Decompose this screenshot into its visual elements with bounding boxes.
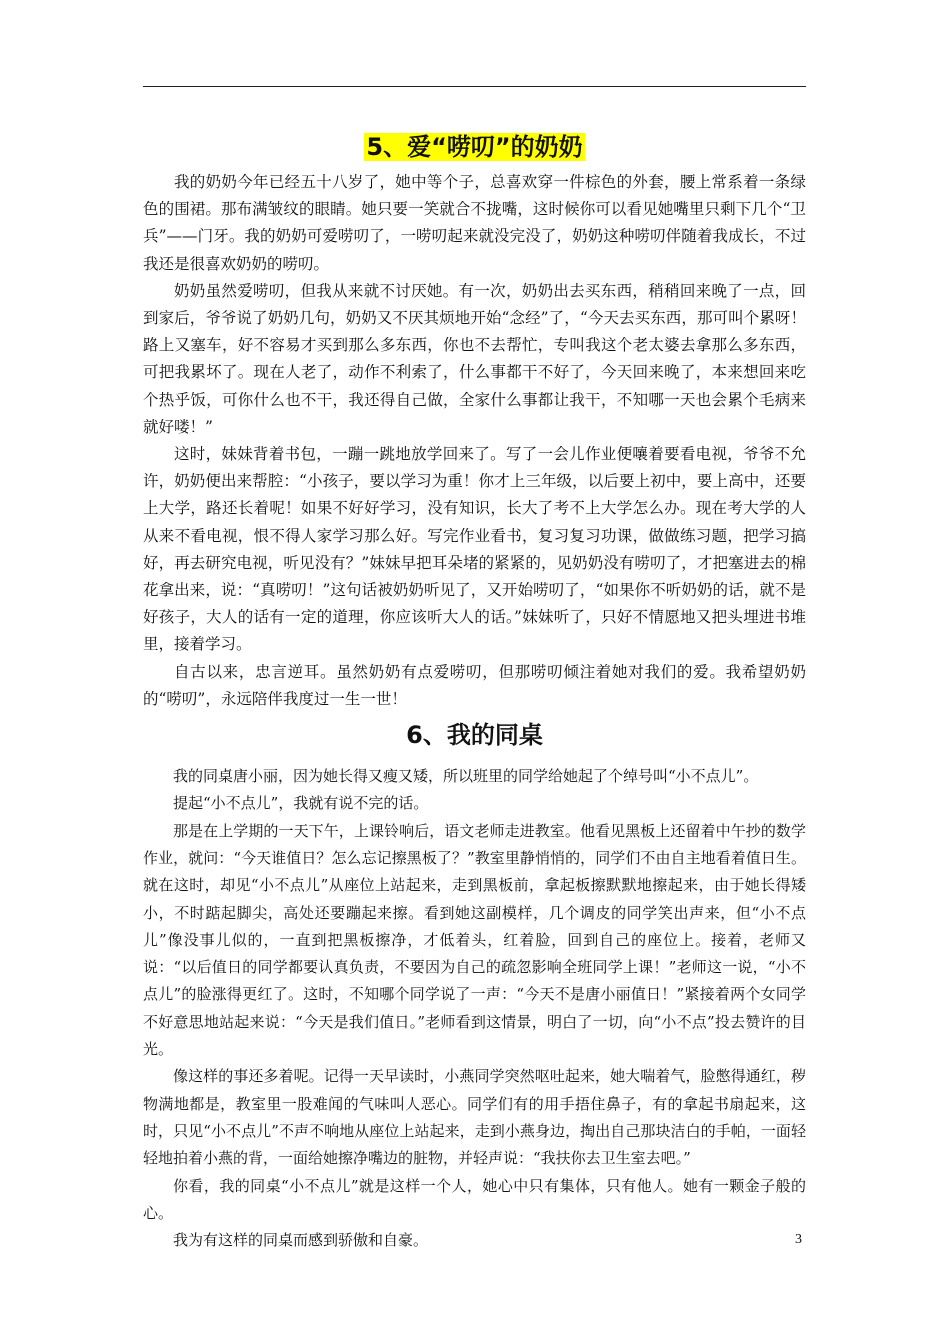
page-content: [143, 127, 806, 1254]
paragraph: 像这样的事还多着呢。记得一天早读时，小燕同学突然呕吐起来，她大喘着气，脸憋得通红，秽物满地都是，教室里一股难闻的气味叫人恶心。同学们有的用手捂住鼻子，有的拿起书扇起来，这时，只见“小不点儿”不声不响地从座位上站起来，走到小燕身边，掏出自己那块洁白的手帕，一面轻轻地拍着小燕的背，一面给她擦净嘴边的脏物，并轻声说：“我扶你去卫生室去吧。”: [143, 1067, 806, 1168]
header-rule: [143, 86, 806, 87]
paragraph: 自古以来，忠言逆耳。虽然奶奶有点爱唠叨，但那唠叨倾注着她对我们的爱。我希望奶奶的“唠叨”，永远陪伴我度过一生一世！: [143, 662, 806, 708]
page-number: 3: [795, 1232, 802, 1247]
paragraph: 我的奶奶今年已经五十八岁了，她中等个子，总喜欢穿一件棕色的外套，腰上常系着一条绿色的围裙。那布满皱纹的眼睛。她只要一笑就合不拢嘴，这时候你可以看见她嘴里只剩下几个“卫兵”——门牙。我的奶奶可爱唠叨了，一唠叨起来就没完没了，奶奶这种唠叨伴随着我成长，不过我还是很喜欢奶奶的唠叨。: [143, 173, 806, 273]
paragraph: 我的同桌唐小丽，因为她长得又瘦又矮，所以班里的同学给她起了个绰号叫“小不点儿”。: [173, 767, 759, 786]
essay-deskmate: [143, 715, 806, 1254]
paragraph: 那是在上学期的一天下午，上课铃响后，语文老师走进教室。他看见黑板上还留着中午抄的数学作业，就问：“今天谁值日？怎么忘记擦黑板了？”教室里静悄悄的，同学们不由自主地看着值日生。就在这时，却见“小不点儿”从座位上站起来，走到黑板前，拿起板擦默默地擦起来，由于她长得矮小，不时踮起脚尖，高处还要蹦起来擦。看到她这副模样，几个调皮的同学笑出声来，但“小不点儿”像没事儿似的，一直到把黑板擦净，才低着头，红着脸，回到自己的座位上。接着，老师又说：“以后值日的同学都要认真负责，不要因为自己的疏忽影响全班同学上课！”老师这一说，“小不点儿”的脸涨得更红了。这时，不知哪个同学说了一声：“今天不是唐小丽值日！”紧接着两个女同学不好意思地站起来说：“今天是我们值日。”老师看到这情景，明白了一切，向“小不点”投去赞许的目光。: [143, 821, 806, 1059]
essay-grandma: [143, 127, 806, 713]
section-title: 6、我的同桌: [406, 721, 543, 750]
paragraph: 我为有这样的同桌而感到骄傲和自豪。: [173, 1231, 429, 1250]
paragraph: 提起“小不点儿”，我就有说不完的话。: [173, 794, 429, 813]
paragraph: 奶奶虽然爱唠叨，但我从来就不讨厌她。有一次，奶奶出去买东西，稍稍回来晚了一点，回到家后，爷爷说了奶奶几句，奶奶又不厌其烦地开始“念经”了，“今天去买东西，那可叫个累呀！路上又塞车，好不容易才买到那么多东西，你也不去帮忙，专叫我这个老太婆去拿那么多东西，可把我累坏了。现在人老了，动作不利索了，什么事都干不好了，今天回来晚了，本来想回来吃个热乎饭，可你什么也不干，我还得自己做，全家什么事都让我干，不知哪一天也会累个毛病来就好喽！”: [143, 281, 806, 436]
highlighted-title: 5、爱“唠叨”的奶奶: [366, 133, 583, 161]
section-title: [143, 127, 806, 167]
paragraph: 这时，妹妹背着书包，一蹦一跳地放学回来了。写了一会儿作业便嚷着要看电视，爷爷不允许，奶奶便出来帮腔：“小孩子，要以学习为重！你才上三年级，以后要上初中，要上高中，还要上大学，路还长着呢！如果不好好学习，没有知识，长大了考不上大学怎么办。现在考大学的人从来不看电视，恨不得人家学习那么好。写完作业看书，复习复习功课，做做练习题，把学习搞好，再去研究电视，听见没有？”妹妹早把耳朵堵的紧紧的，见奶奶没有唠叨了，才把塞进去的棉花拿出来，说：“真唠叨！”这句话被奶奶听见了，又开始唠叨了，“如果你不听奶奶的话，就不是好孩子，大人的话有一定的道理，你应该听大人的话。”妹妹听了，只好不情愿地又把头埋进书堆里，接着学习。: [143, 445, 806, 654]
paragraph: 你看，我的同桌“小不点儿”就是这样一个人，她心中只有集体，只有他人。她有一颗金子般的心。: [143, 1176, 806, 1222]
